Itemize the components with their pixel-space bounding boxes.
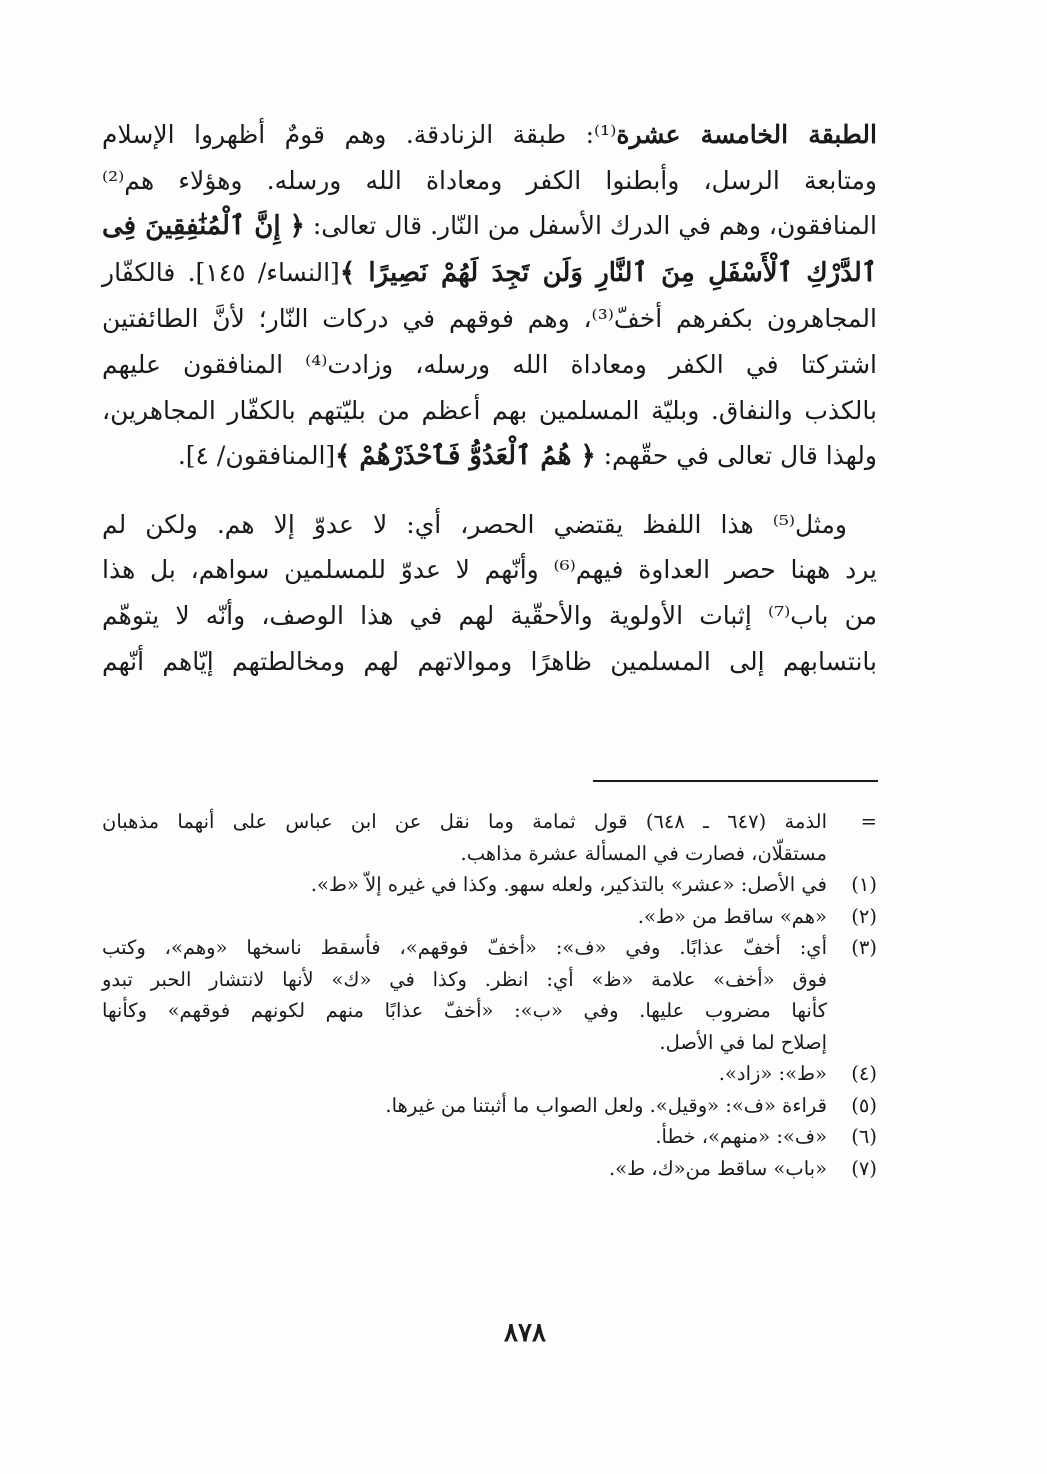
footnote-number: (٢) (851, 904, 877, 928)
text-line: يرد ههنا حصر العداوة فيهم⁽⁶⁾ وأنّهم لا عدوّ للمسلمين سواهم، بل هذا (102, 555, 877, 585)
footnote-number: (٣) (851, 936, 877, 959)
footnote-body (102, 932, 827, 1058)
footnote-body (102, 1058, 827, 1090)
footnotes (102, 806, 877, 1184)
verse-citation: [المنافقون/ ٤]. (177, 441, 336, 471)
footnote-line: مستقلّان، فصارت في المسألة عشرة مذاهب. (460, 841, 827, 865)
footnote-line: أي: أخفّ عذابًا. وفي «ف»: «أخفّ فوقهم»، فأسقط ناسخها «وهم»، وكتب (102, 936, 827, 959)
quran-verse: ٱلدَّرْكِ ٱلْأَسْفَلِ مِنَ ٱلنَّارِ وَلَن تَجِدَ لَهُمْ نَصِيرًا ﴾ (339, 257, 878, 288)
quran-verse: ﴿ إِنَّ ٱلْمُنَٰفِقِينَ فِى (102, 211, 305, 242)
line-text: [النساء/ ١٤٥]. فالكفّار (102, 257, 340, 287)
text-line (102, 112, 877, 158)
continuation-marker: = (860, 810, 877, 833)
footnote-2 (102, 901, 877, 933)
text-line: من باب⁽⁷⁾ إثبات الأولوية والأحقّية لهم في هذا الوصف، وأنّه لا يتوهّم (102, 600, 877, 630)
footnote-line: قراءة «ف»: «وقيل». ولعل الصواب ما أثبتنا من غيرها. (385, 1093, 827, 1117)
footnote-7 (102, 1153, 877, 1185)
footnote-3 (102, 932, 877, 1058)
footnote-1 (102, 869, 877, 901)
paragraph-1 (102, 112, 877, 480)
footnote-6 (102, 1121, 877, 1153)
quran-verse: ﴿ هُمُ ٱلْعَدُوُّ فَٱحْذَرْهُمْ ﴾ (335, 441, 596, 472)
footnote-line: «هم» ساقط من «ط». (637, 904, 827, 928)
footnote-line: فوق «أخف» علامة «ظ» أي: انظر. وكذا في «ك» لأنها لانتشار الحبر تبدو (102, 967, 827, 991)
text-line: اشتركتا في الكفر ومعاداة الله ورسله، وزادت⁽⁴⁾ المنافقون عليهم (102, 349, 878, 379)
footnote-number: (٤) (851, 1062, 877, 1085)
text-line: المجاهرون بكفرهم أخفّ⁽³⁾، وهم فوقهم في دركات النّار؛ لأنَّ الطائفتين (102, 304, 877, 334)
footnote-number: (٦) (851, 1125, 877, 1148)
text-line: بانتسابهم إلى المسلمين ظاهرًا وموالاتهم لهم ومخالطتهم إيّاهم أنّهم (102, 646, 877, 676)
footnote-continuation (102, 806, 877, 869)
line-text: المنافقون، وهم في الدرك الأسفل من النّار. قال تعالى: (304, 211, 877, 241)
footnote-body (102, 806, 827, 869)
footnote-number: (١) (851, 873, 877, 896)
footnote-line: «ط»: «زاد». (718, 1062, 827, 1085)
footnote-line: في الأصل: «عشر» بالتذكير، ولعله سهو. وكذا في غيره إلاّ «ط». (310, 873, 827, 896)
footnote-line: كأنها مضروب عليها. وفي «ب»: «أخفّ عذابًا منهم لكونهم فوقهم» وكأنها (102, 999, 827, 1022)
footnote-5 (102, 1090, 877, 1122)
footnote-number: (٥) (851, 1093, 877, 1117)
footnote-body (102, 1090, 827, 1122)
footnote-line: إصلاح لما في الأصل. (659, 1030, 827, 1054)
footnote-number: (٧) (851, 1156, 877, 1180)
line-text: ولهذا قال تعالى في حقّهم: (595, 441, 877, 471)
footnote-line: الذمة (٦٤٧ ـ ٦٤٨) قول ثمامة وما نقل عن ابن عباس على أنهما مذهبان (102, 810, 827, 833)
section-heading: الطبقة الخامسة عشرة (616, 120, 877, 149)
footnote-body (102, 869, 827, 901)
text-line (102, 203, 877, 250)
footnote-line: «ف»: «منهم»، خطأ. (655, 1125, 827, 1148)
text-line (102, 433, 877, 480)
paragraph-2 (102, 502, 877, 684)
text-line (102, 250, 877, 297)
footnote-separator (593, 780, 878, 782)
text-line: بالكذب والنفاق. وبليّة المسلمين بهم أعظم من بليّتهم بالكفّار المجاهرين، (102, 395, 877, 425)
page-number: ٨٧٨ (504, 1318, 546, 1348)
footnote-4 (102, 1058, 877, 1090)
footnote-body (102, 1153, 827, 1185)
text-line: ومثل⁽⁵⁾ هذا اللفظ يقتضي الحصر، أي: لا عدوّ إلا هم. ولكن لم (102, 509, 847, 539)
footnote-line: «باب» ساقط من«ك، ط». (608, 1156, 827, 1180)
footnote-body (102, 901, 827, 933)
line-text: ⁽¹⁾: طبقة الزنادقة. وهم قومٌ أظهروا الإسلام (102, 120, 617, 149)
main-text (102, 112, 877, 684)
footnote-body (102, 1121, 827, 1153)
text-line: ومتابعة الرسل، وأبطنوا الكفر ومعاداة الله ورسله. وهؤلاء هم⁽²⁾ (102, 165, 877, 195)
